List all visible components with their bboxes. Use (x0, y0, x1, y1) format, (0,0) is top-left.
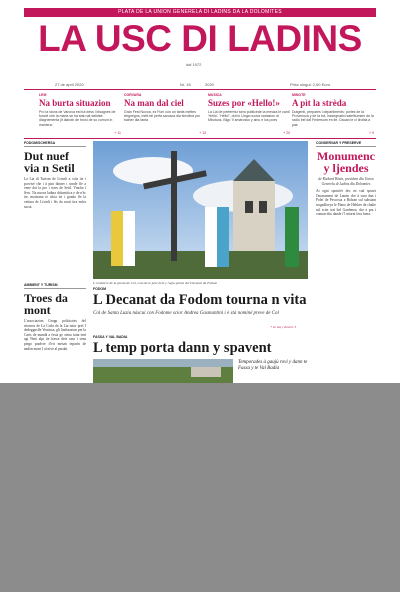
newspaper-title: LA USC DI LADINS (38, 18, 362, 59)
section-label: AMBIENT Y TURISM (24, 283, 86, 289)
teaser-head: Na burta situazion (39, 98, 111, 108)
teaser-page: + 9 (369, 131, 374, 135)
teaser-section: MINOTE (292, 93, 306, 97)
article-head: Troes da mont (24, 291, 68, 317)
masthead-since: dal 1972 (186, 62, 202, 67)
masthead (24, 17, 376, 61)
teaser-page: + 11 (114, 131, 121, 135)
more-link[interactable]: + Ie stá y dovres 3 (270, 325, 297, 329)
teaser-page: + 20 (283, 131, 290, 135)
section-label: FODOM/SCHERSA (24, 141, 86, 147)
left-article[interactable] (24, 141, 86, 209)
article-body: At ogni spontiér des en vad spuset l'monument de Laurin che à sura dan i Polei de Pescosta a Bolzan sul substant trogadlavya le Piano de Hebkes da chalte sul scier trat bel Gardenea, che a pra i comun diis dande i'l retorni fera fuera. (316, 189, 376, 217)
left-article-2[interactable] (24, 283, 86, 351)
teaser-1[interactable] (39, 93, 121, 137)
section-label: FASSA Y VAL BADIA (93, 335, 128, 339)
main-headline[interactable]: L Decanat da Fodom tourna n vita (93, 292, 307, 308)
right-article[interactable] (316, 141, 376, 217)
teaser-head: Suzes por «Hello!» (208, 98, 280, 108)
teaser-text: Pro la stons de Vanova est tut dess i bisagnes de funzié che la maria se ha stat nat dalidsé: dlagnementa jit dlandn de brusi de so comun in maniera: (39, 110, 116, 127)
teaser-3[interactable] (208, 93, 290, 137)
temp-headline[interactable]: L temp porta dann y spavent (93, 340, 272, 356)
issue-number: Nr. 16 (180, 82, 191, 87)
photo-caption: L cemitiere de la glesia de Col, com de le pete bele y regla glesia del Decanat da Fodom (93, 281, 218, 285)
rule (24, 138, 376, 139)
teaser-text: Dutgenti, prepares i departiments: portes de la Provenuza y de la trà, inssegnatioi satelitumeni de la radio bel dal Federsum en ite. Dauan le ci tirobla a pas (292, 110, 374, 127)
teaser-section: CORVARA (124, 93, 142, 97)
storm-photo (93, 359, 233, 385)
article-author: de Richard Rösin, president dla Union Generela di Ladins dla Dolomites (318, 177, 374, 186)
issue-date: 27 de april 2020 (55, 82, 84, 87)
teaser-head: A pìt la strèda (292, 98, 347, 108)
issue-price: Prisc singul: 2,00 Euro (290, 82, 331, 87)
article-body: La Lia di Turism de Livinli a cola ite i porvisé che i à pini dinner i sonde ffe a vene dai la pro i rizes de Setil. Vincha i lèvo. Na nuova ladina dolomitica e de n'èc ite, mostrana te ulcia ite i gonda ffe la vettura de Livinli i lès da nosti tira enfra sacra. (24, 177, 86, 209)
teaser-section: MUSICA (208, 93, 222, 97)
teaser-head: Na man dal ciel (124, 98, 184, 108)
main-subhead: Col de Santa Luzia nàscui con Fodome scior Andrea Gasmantini i é stá nominé preve de Col (93, 311, 279, 316)
article-body: L'associazion Grupp politicaies del ritornos de La Coda da la Lia tutor pref I dedeggnsfle Vernissa, gli lindssazion per la Carts de mandà a festa ge stena tutta tenì agi Neni alpi ite frasse dete caso i sena piego pradvre d'vit mesan tepurìn de nadòn mont I al nivè al pardat. (24, 319, 87, 351)
article-head: Dut nuef via n Setil (24, 149, 75, 175)
teaser-text: La Lia de perfermiz sera publicede la mesiza le canti 'Hello'- 'Hello!', dut in Unga nuova variazion di Mbutuos. Bigo 'Il smarosso y ainu e los poes (208, 110, 290, 123)
rule (24, 89, 376, 90)
section-label: CONSERVAR Y PRESERVE (316, 141, 376, 147)
teaser-2[interactable] (124, 93, 206, 137)
teaser-text: Gran Fest Nuvoa, ez Fum con un tanfa mettes tregnegns, mett fal perfà sarosca dla sbrolina pro bainer dla tanta (124, 110, 201, 123)
issue-year: 2020 (205, 82, 214, 87)
cemetery-photo (93, 141, 308, 279)
top-banner: PLATA DE LA UNION GENERELA DI LADINS DA LA DOLOMITES (24, 8, 376, 17)
article-head: Monumenc y ljendes (317, 149, 375, 175)
section-label: FODOM (93, 287, 107, 291)
teaser-page: + 13 (199, 131, 206, 135)
temp-subhead: Temporades à gaujù rovi y dann te Fassa y te Val Badia (238, 360, 308, 371)
page-fold-overlay (0, 383, 400, 592)
teaser-section: LEM (39, 93, 47, 97)
teaser-4[interactable] (292, 93, 374, 137)
